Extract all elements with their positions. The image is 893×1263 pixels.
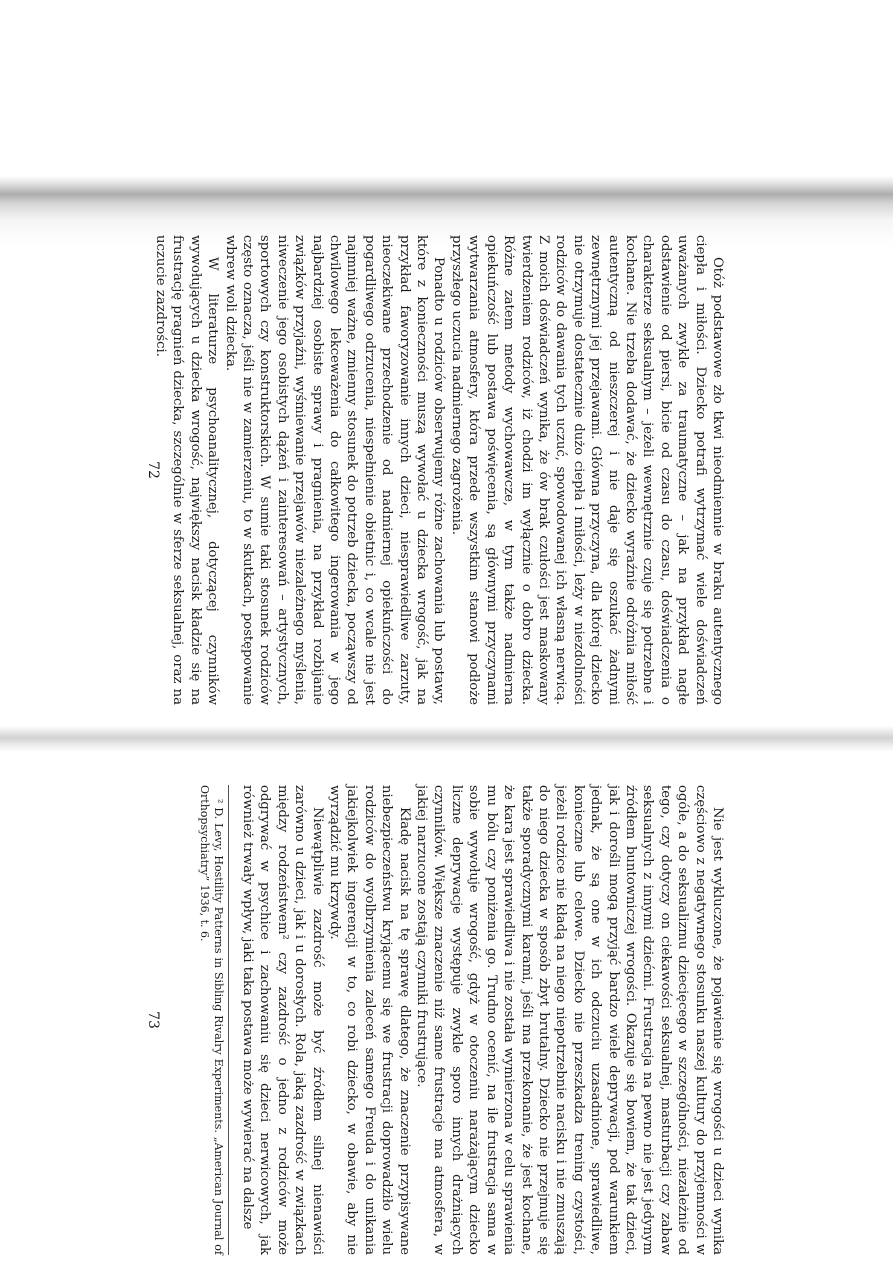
footnotes xyxy=(197,785,229,1255)
paragraph: Nie jest wykluczone, że pojawienie się wrogości u dzieci wynika częściowo z negatywnego stosunku naszej kultury do przyjemności w ogóle, a do seksualizmu dziecięcego w szczególności, niezależnie od tego, czy dotyczy on ciekawości seksualnej, masturbacji czy zabaw seksualnych z innymi dziećmi. Frustracja na pewno nie jest jedynym źródłem buntowniczej wrogości. Okazuje się bowiem, że tak dzieci, jak i dorośli mogą przyjąć bardzo wiele deprywacji, pod warunkiem jednak, że są one w ich odczuciu uzasadnione, sprawiedliwe, konieczne lub celowe. Dziecko nie przeszkadza trening czystości, jeżeli rodzice nie kładą na niego niepotrzebnie nacisku i nie zmuszają do niego dziecka w sposób zbyt brutalny. Dziecko nie przejmuje się także sporadycznymi karami, jeśli ma przekonanie, że jest kochane, że kara jest sprawiedliwa i nie została wymierzona w celu sprawienia mu bólu czy poniżenia go. Trudno ocenić, na ile frustracja sama w sobie wywołuje wrogość, gdyż w otoczeniu narażającym dziecko liczne deprywacje występuje zwykle sporo innych drażniących czynników. Większe znaczenie niż same frustracje ma atmosfera, w jakiej narzucone zostają czynniki frustrujące. xyxy=(414,785,725,1255)
page-number-left: 72 xyxy=(145,461,161,479)
page-right-text xyxy=(166,785,726,1255)
page-number-right: 73 xyxy=(145,1011,161,1029)
footnote: ² D. Levy, Hostility Patterns in Sibling Rivalry Experiments. „American Journal of Orthopsychiatry” 1936, t. 6. xyxy=(197,785,225,1255)
paragraph: Otóż podstawowe zło tkwi nieodmiennie w braku autentycznego ciepła i miłości. Dziecko potrafi wytrzymać wiele doświadczeń uważanych zwykle za traumatyczne – jak na przykład nagłe odstawienie od piersi, bicie od czasu do czasu, doświadczenia o charakterze seksualnym – jeżeli wewnętrznie czuje się potrzebne i kochane. Nie trzeba dodawać, że dziecko wyraźnie odróżnia miłość autentyczną od nieszczerej i nie daje się oszukać żadnymi zewnętrznymi jej przejawami. Główna przyczyna, dla której dziecko nie otrzymuje dostatecznie dużo ciepła i miłości, leży w niezdolności rodziców do dawania tych uczuć, spowodowanej ich własną nerwicą. Z moich doświadczeń wynika, że ów brak czułości jest maskowany twierdzeniem rodziców, iż chodzi im wyłącznie o dobro dziecka. Różne zatem metody wychowawcze, w tym także nadmierna opiekuńczość lub postawa poświęcenia, są głównymi przyczynami wytwarzania atmosfery, która przede wszystkim stanowi podłoże przyszłego uczucia nadmiernego zagrożenia. xyxy=(448,235,725,705)
page-right xyxy=(145,785,726,1255)
paragraph: Ponadto u rodziców obserwujemy różne zachowania lub postawy, które z konieczności muszą wywołać u dziecka wrogość, jak na przykład faworyzowanie innych dzieci, niesprawiedliwe zarzuty, nieoczekiwane przechodzenie od nadmiernej opiekuńczości do pogardliwego odrzucenia, niespełnienie obietnic i, co wcale nie jest najmniej ważne, zmienny stosunek do potrzeb dziecka, począwszy od chwilowego lekceważenia do całkowitego ingerowania w jego najbardziej osobiste sprawy i pragnienia, na przykład rozbijanie związków przyjaźni, wyśmiewanie przejawów niezależnego myślenia, niweczenie jego osobistych dążeń i zainteresowań – artystycznych, sportowych czy konstruktorskich. W sumie taki stosunek rodziców często oznacza, jeśli nie w zamierzeniu, to w skutkach, postępowanie wbrew woli dziecka. xyxy=(222,235,447,705)
paragraph: Kładę nacisk na tę sprawę dlatego, że znaczenie przypisywane niebezpieczeństwu kryjącemu się we frustracji doprowadziło wielu rodziców do wyolbrzymienia zaleceń samego Freuda i do unikania jakiejkolwiek ingerencji w to, co robi dziecko, w obawie, aby nie wyrządzić mu krzywdy. xyxy=(327,785,412,1255)
paragraph: W literaturze psychoanalitycznej, dotyczącej czynników wywołujących u dziecka wrogość, największy nacisk kładzie się na frustrację pragnień dziecka, szczególnie w sferze seksualnej, oraz na uczucie zazdrości. xyxy=(153,235,221,705)
spine-shadow xyxy=(0,726,893,752)
paragraph: Niewątpliwie zazdrość może być źródłem silnej nienawiści zarówno u dzieci, jak i u dorosłych. Rola, jaką zazdrość w związkach między rodzeństwem² czy zazdrość o jedno z rodziców może odgrywać w psychice i zachowaniu się dzieci nerwicowych, jak również trwały wpływ, jaki taka postawa może wywierać na dalsze xyxy=(240,785,325,1255)
page-left xyxy=(145,235,726,705)
